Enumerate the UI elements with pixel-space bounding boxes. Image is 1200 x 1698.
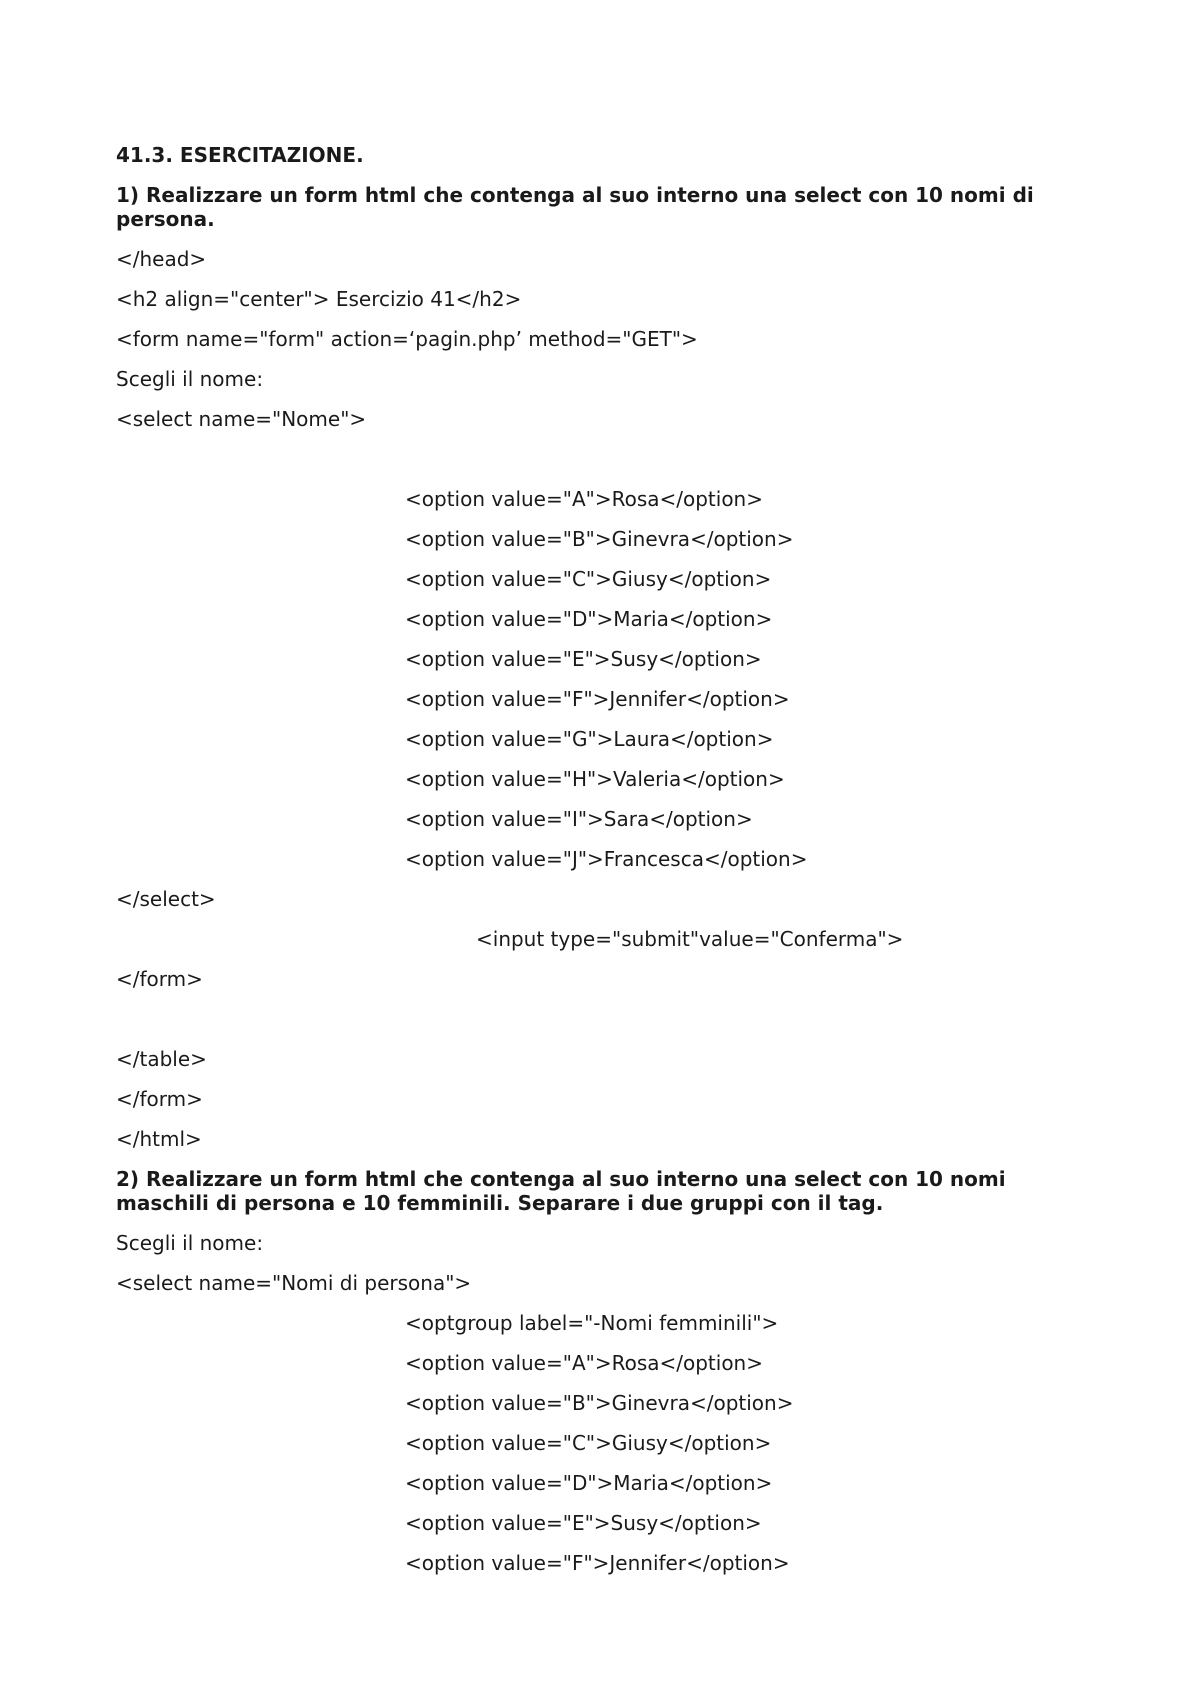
option-line: <option value="H">Valeria</option> <box>405 767 785 791</box>
option-line: <option value="F">Jennifer</option> <box>405 1551 790 1575</box>
option-line: <option value="I">Sara</option> <box>405 807 753 831</box>
option-line: <option value="C">Giusy</option> <box>405 567 772 591</box>
code-line: </head> <box>116 247 207 271</box>
option-line: <option value="C">Giusy</option> <box>405 1431 772 1455</box>
option-line: <option value="D">Maria</option> <box>405 1471 773 1495</box>
option-line: <option value="A">Rosa</option> <box>405 1351 763 1375</box>
optgroup-line: <optgroup label="-Nomi femminili"> <box>405 1311 779 1335</box>
code-line: <select name="Nomi di persona"> <box>116 1271 472 1295</box>
exercise2-prompt: 2) Realizzare un form html che contenga al suo interno una select con 10 nomi maschili di persona e 10 femminili. Separare i due gruppi con il tag. <box>116 1167 1006 1215</box>
option-line: <option value="B">Ginevra</option> <box>405 1391 794 1415</box>
code-line: </table> <box>116 1047 207 1071</box>
option-line: <option value="D">Maria</option> <box>405 607 773 631</box>
option-line: <option value="B">Ginevra</option> <box>405 527 794 551</box>
code-line: Scegli il nome: <box>116 1231 264 1255</box>
option-line: <option value="E">Susy</option> <box>405 1511 762 1535</box>
option-line: <option value="F">Jennifer</option> <box>405 687 790 711</box>
code-line: <input type="submit"value="Conferma"> <box>476 927 904 951</box>
option-line: <option value="A">Rosa</option> <box>405 487 763 511</box>
code-line: </select> <box>116 887 216 911</box>
option-line: <option value="G">Laura</option> <box>405 727 774 751</box>
option-line: <option value="J">Francesca</option> <box>405 847 808 871</box>
code-line: <select name="Nome"> <box>116 407 367 431</box>
code-line: </form> <box>116 1087 203 1111</box>
exercise1-prompt: 1) Realizzare un form html che contenga al suo interno una select con 10 nomi di persona. <box>116 183 1034 231</box>
option-line: <option value="E">Susy</option> <box>405 647 762 671</box>
section-title: 41.3. ESERCITAZIONE. <box>116 143 364 167</box>
code-line: Scegli il nome: <box>116 367 264 391</box>
code-line: </html> <box>116 1127 202 1151</box>
code-line: <form name="form" action=‘pagin.php’ method="GET"> <box>116 327 698 351</box>
code-line: <h2 align="center"> Esercizio 41</h2> <box>116 287 522 311</box>
code-line: </form> <box>116 967 203 991</box>
